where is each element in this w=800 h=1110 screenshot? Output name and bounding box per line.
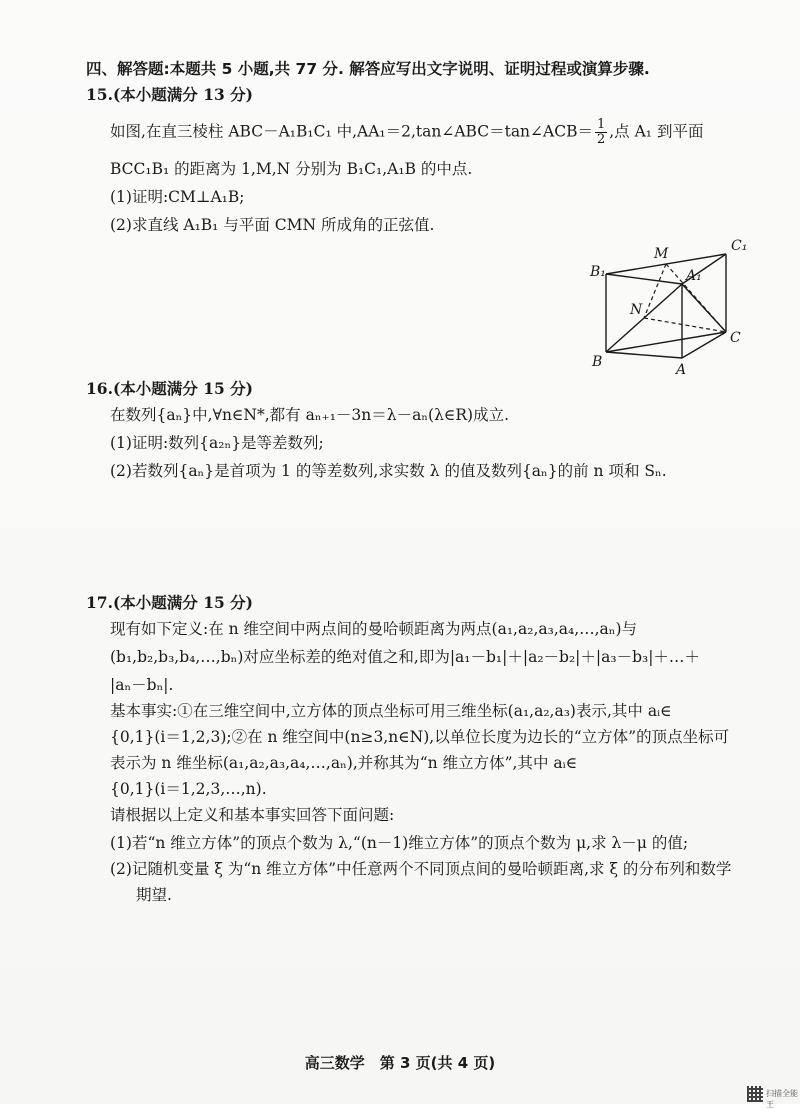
q17-l1: 现有如下定义:在 n 维空间中两点间的曼哈顿距离为两点(a₁,a₂,a₃,a₄,…,aₙ)与 — [110, 620, 638, 638]
label-M: M — [654, 246, 669, 262]
q15-part2: (2)求直线 A₁B₁ 与平面 CMN 所成角的正弦值. — [110, 216, 435, 234]
dashed-MN — [644, 264, 666, 318]
label-N: N — [630, 302, 643, 318]
q17-l4: 基本事实:①在三维空间中,立方体的顶点坐标可用三维坐标(a₁,a₂,a₃)表示,其中 aᵢ∈ — [110, 702, 672, 720]
q17-l2: (b₁,b₂,b₃,b₄,…,bₙ)对应坐标差的绝对值之和,即为|a₁－b₁|＋|a₂－b₂|＋|a₃－b₃|＋…＋ — [110, 648, 700, 666]
q17-l8: 请根据以上定义和基本事实回答下面问题: — [110, 806, 395, 824]
label-A: A — [676, 362, 687, 378]
label-C: C — [730, 330, 741, 346]
label-B1: B₁ — [590, 264, 606, 280]
q16-line1: 在数列{aₙ}中,∀n∈N*,都有 aₙ₊₁－3n＝λ－aₙ(λ∈R)成立. — [110, 406, 510, 424]
q17-l6: 表示为 n 维坐标(a₁,a₂,a₃,a₄,…,aₙ),并称其为“n 维立方体”,其中 aᵢ∈ — [110, 754, 578, 772]
q17-l11: 期望. — [136, 886, 172, 904]
edge-B1A1 — [606, 274, 682, 284]
q17-l5: {0,1}(i＝1,2,3);②在 n 维空间中(n≥3,n∈N),以单位长度为边长的“立方体”的顶点坐标可 — [110, 728, 730, 746]
page-footer: 高三数学 第 3 页(共 4 页) — [304, 1054, 496, 1072]
q15-part1: (1)证明:CM⊥A₁B; — [110, 188, 245, 206]
prism-figure — [578, 232, 758, 380]
q17-l3: |aₙ－bₙ|. — [110, 676, 174, 694]
q15-line2: BCC₁B₁ 的距离为 1,M,N 分别为 B₁C₁,A₁B 的中点. — [110, 160, 473, 178]
label-C1: C₁ — [731, 238, 748, 254]
q15-title: 15.(本小题满分 13 分) — [86, 85, 253, 104]
dashed-NC — [644, 318, 726, 332]
q17-title: 17.(本小题满分 15 分) — [86, 593, 253, 612]
q15-line1-b: ,点 A₁ 到平面 — [609, 122, 704, 141]
frac-numerator: 1 — [596, 117, 606, 132]
q15-line1-a: 如图,在直三棱柱 ABC－A₁B₁C₁ 中,AA₁＝2,tan∠ABC＝tan∠ACB＝ — [110, 122, 593, 141]
fraction-one-half — [595, 118, 607, 147]
q16-part2: (2)若数列{aₙ}是首项为 1 的等差数列,求实数 λ 的值及数列{aₙ}的前 n 项和 Sₙ. — [110, 462, 667, 480]
q16-title: 16.(本小题满分 15 分) — [86, 379, 253, 398]
section-header: 四、解答题:本题共 5 小题,共 77 分. 解答应写出文字说明、证明过程或演算步骤. — [86, 60, 650, 78]
label-A1: A₁ — [686, 268, 702, 284]
q17-l9: (1)若“n 维立方体”的顶点个数为 λ,“(n－1)维立方体”的顶点个数为 μ,求 λ－μ 的值; — [110, 834, 689, 852]
edge-BA — [606, 352, 682, 358]
q15-line1 — [110, 118, 703, 147]
q16-part1: (1)证明:数列{a₂ₙ}是等差数列; — [110, 434, 324, 452]
q17-l10: (2)记随机变量 ξ 为“n 维立方体”中任意两个不同顶点间的曼哈顿距离,求 ξ 的分布列和数学 — [110, 860, 732, 878]
qr-code-icon — [747, 1086, 763, 1102]
scanner-watermark: 扫描全能王 — [766, 1089, 798, 1109]
frac-denominator: 2 — [596, 132, 606, 147]
q17-l7: {0,1}(i＝1,2,3,…,n). — [110, 780, 267, 798]
label-B: B — [592, 354, 603, 370]
